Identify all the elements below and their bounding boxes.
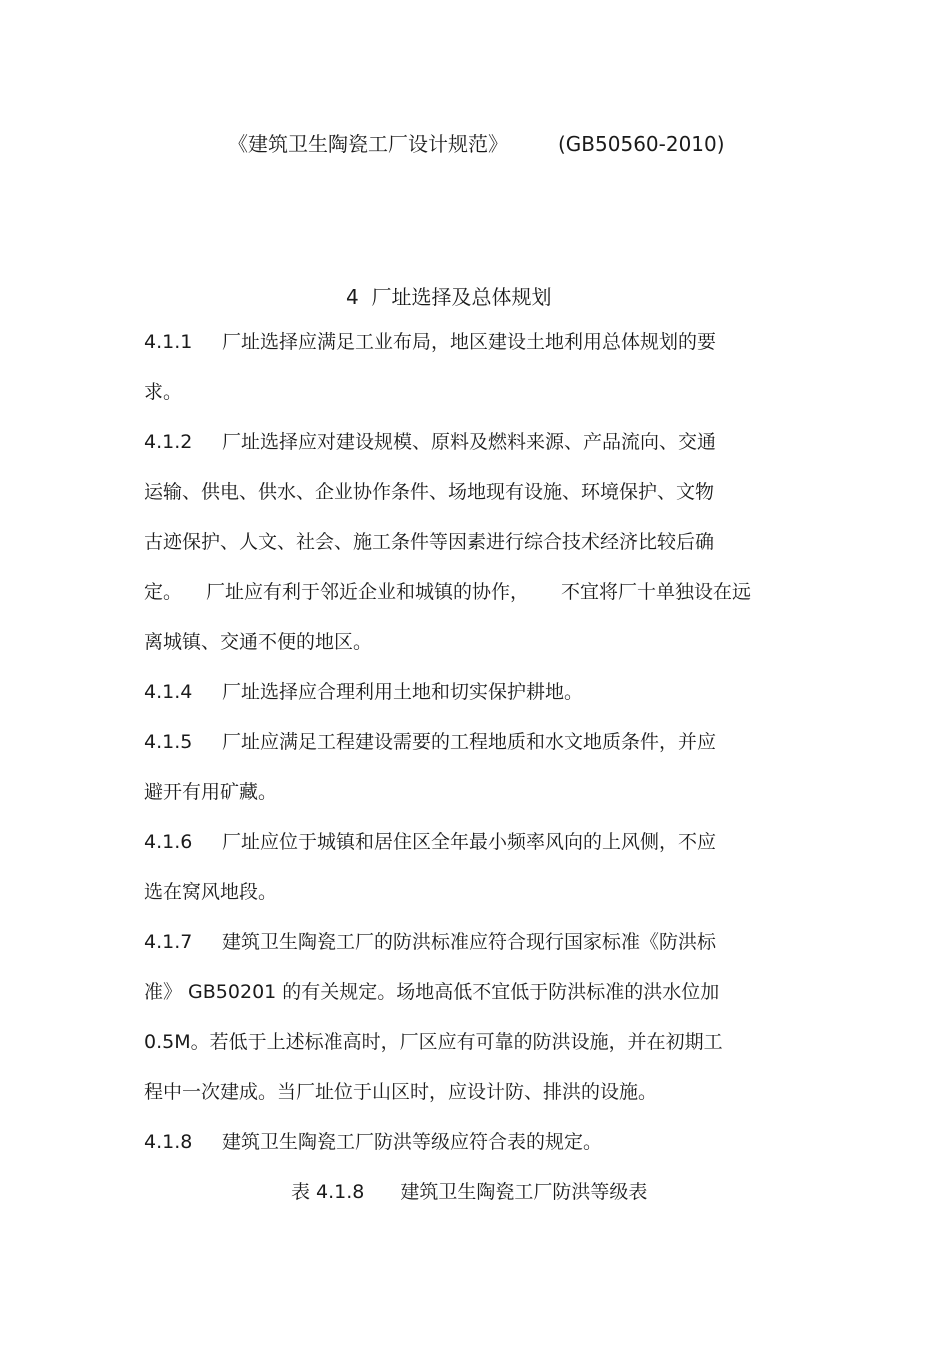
table-caption [291,1177,647,1204]
clause-line: 运输、供电、供水、企业协作条件、场地现有设施、环境保护、文物 [144,481,715,503]
chapter-heading: 4 厂址选择及总体规划 [346,285,552,309]
clause-4-1-2 [144,429,716,455]
clause-text: 建筑卫生陶瓷工厂的防洪标准应符合现行国家标准《防洪标 [222,931,717,953]
clause-number: 4.1.7 [144,931,193,953]
standard-name: 《建筑卫生陶瓷工厂设计规范》 [228,132,508,156]
clause-text: 厂址应满足工程建设需要的工程地质和水文地质条件，并应 [222,731,717,753]
clause-text: 厂址选择应对建设规模、原料及燃料来源、产品流向、交通 [222,431,717,453]
clause-line: 求。 [144,381,183,403]
clause-4-1-4 [144,679,583,705]
clause-number: 4.1.8 [144,1131,193,1153]
clause-4-1-1 [144,329,716,355]
clause-text: 建筑卫生陶瓷工厂防洪等级应符合表的规定。 [222,1131,603,1153]
table-caption-label: 表 4.1.8 [291,1181,365,1203]
clause-line: 选在窝风地段。 [144,881,278,903]
table-caption-text: 建筑卫生陶瓷工厂防洪等级表 [400,1181,648,1203]
clause-text: 厂址选择应满足工业布局，地区建设土地利用总体规划的要 [222,331,717,353]
clause-text: 厂址应位于城镇和居住区全年最小频率风向的上风侧，不应 [222,831,717,853]
standard-code: (GB50560-2010) [558,132,725,156]
clause-text-part: 厂址应有利于邻近企业和城镇的协作， [206,581,530,603]
clause-text-part: 不宜将厂十单独设在远 [561,581,752,603]
clause-4-1-5 [144,729,716,755]
clause-number: 4.1.2 [144,431,193,453]
clause-line: 0.5M。若低于上述标准高时，厂区应有可靠的防洪设施，并在初期工 [144,1031,723,1053]
clause-number: 4.1.6 [144,831,193,853]
clause-text-part: 定。 [144,581,183,603]
clause-4-1-7 [144,929,716,955]
document-title [228,128,725,157]
clause-4-1-8 [144,1129,602,1155]
clause-line: 古迹保护、人文、社会、施工条件等因素进行综合技术经济比较后确 [144,531,715,553]
clause-line: 避开有用矿藏。 [144,781,278,803]
clause-number: 4.1.5 [144,731,193,753]
clause-number: 4.1.4 [144,681,193,703]
clause-line: 离城镇、交通不便的地区。 [144,631,373,653]
clause-text: 厂址选择应合理利用土地和切实保护耕地。 [222,681,584,703]
clause-line [144,579,751,605]
clause-line: 准》 GB50201 的有关规定。场地高低不宜低于防洪标准的洪水位加 [144,981,720,1003]
clause-number: 4.1.1 [144,331,193,353]
clause-4-1-6 [144,829,716,855]
clause-line: 程中一次建成。当厂址位于山区时，应设计防、排洪的设施。 [144,1081,658,1103]
